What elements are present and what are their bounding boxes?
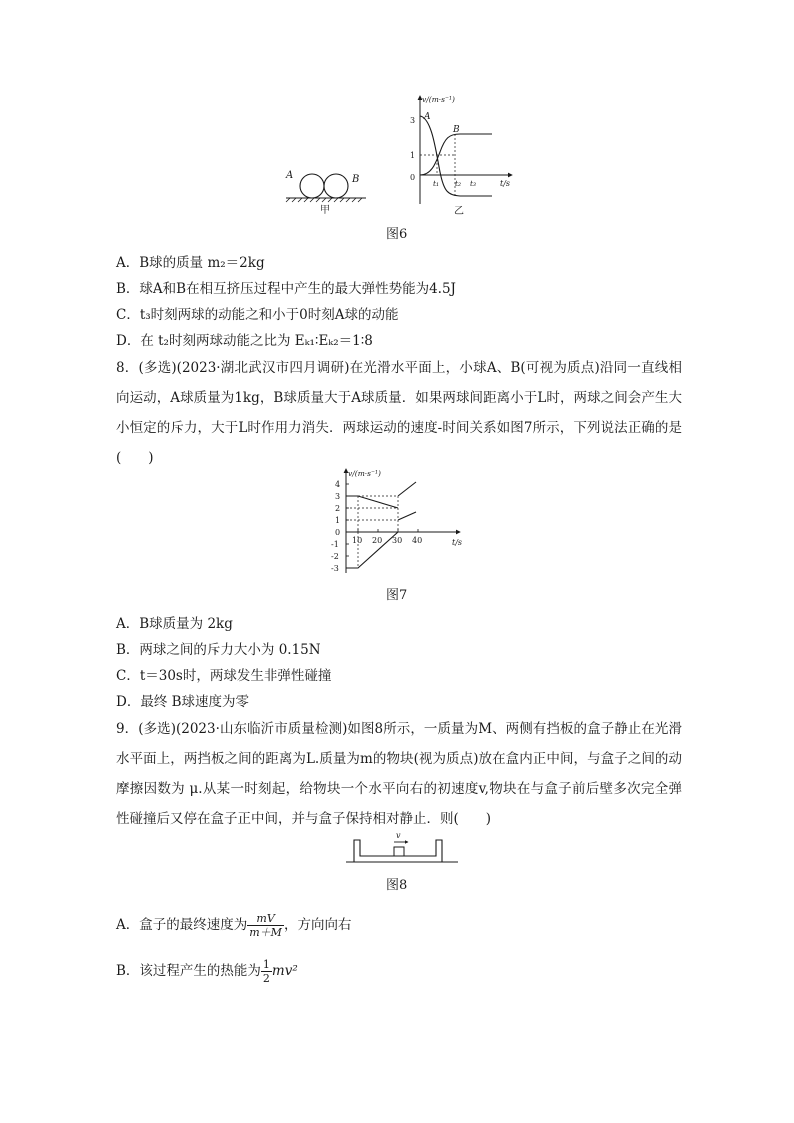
y-tick-4: 4 xyxy=(335,480,341,489)
figure-6-sublabel-jia: 甲 xyxy=(320,205,330,216)
y-tick-neg2: -2 xyxy=(331,552,339,561)
x-axis-label: t/s xyxy=(452,538,463,547)
x-tick-t1: t₁ xyxy=(433,179,440,188)
figure-6-left-balls xyxy=(280,160,370,216)
x-tick-20: 20 xyxy=(372,536,383,545)
x-tick-10: 10 xyxy=(352,536,363,545)
fraction-numerator: mV xyxy=(247,912,284,926)
fraction-denominator: 2 xyxy=(262,972,270,985)
q9-stem: 9．(多选)(2023·山东临沂市质量检测)如图8所示，一质量为M、两侧有挡板的盒子静止在光滑水平面上，两挡板之间的距离为L.质量为m的物块(视为质点)放在盒内正中间，与盒子之间的动摩擦因数为 μ.从某一时刻起，给物块一个水平向右的初速度v,物块在与盒子前后壁多次完全弹性碰撞后又停在盒子正中间，并与盒子保持相对静止．则( ) xyxy=(116,721,682,827)
q9-option-b-suffix: mv² xyxy=(271,963,298,979)
y-tick-3: 3 xyxy=(335,492,341,501)
figure-8-box-diagram xyxy=(346,828,458,866)
figure-7-caption: 图7 xyxy=(386,588,408,603)
y-tick-1: 1 xyxy=(335,516,341,525)
y-tick-0: 0 xyxy=(410,173,416,182)
figure-6-sublabel-yi: 乙 xyxy=(454,206,464,217)
x-axis-label: t/s xyxy=(500,179,511,188)
y-tick-neg3: -3 xyxy=(331,564,339,573)
y-tick-0: 0 xyxy=(335,528,341,537)
q9-option-a-fraction xyxy=(247,912,284,939)
curve-a-label: A xyxy=(424,112,431,122)
curve-b-label: B xyxy=(453,125,460,135)
q9-option-b-fraction xyxy=(261,958,272,985)
q9-option-a-prefix: A．盒子的最终速度为 xyxy=(116,917,248,933)
ball-b xyxy=(324,174,348,198)
y-axis-label: v/(m·s⁻¹) xyxy=(422,95,455,104)
y-axis-label: v/(m·s⁻¹) xyxy=(348,469,381,478)
box-outline xyxy=(354,840,442,862)
curve-b xyxy=(420,134,492,175)
q8-option-b: B．两球之间的斥力大小为 0.15N xyxy=(116,642,321,658)
line-after-collision-upper xyxy=(398,482,416,496)
block xyxy=(394,847,404,856)
q9-option-a-suffix: ，方向向右 xyxy=(283,917,352,933)
q8-stem: 8．(多选)(2023·湖北武汉市四月调研)在光滑水平面上，小球A、B(可视为质点)沿同一直线相向运动，A球质量为1kg，B球质量大于A球质量．如果两球间距离小于L时，两球之间会产生大小恒定的斥力，大于L时作用力消失．两球运动的速度-时间关系如图7所示，下列说法正确的是( ) xyxy=(116,360,682,466)
y-tick-neg1: -1 xyxy=(331,540,339,549)
velocity-label: v xyxy=(396,831,401,840)
x-tick-t3: t₃ xyxy=(470,179,477,188)
ball-b-label: B xyxy=(352,174,360,185)
q7-option-c: C．t₃时刻两球的动能之和小于0时刻A球的动能 xyxy=(116,307,399,323)
q8-option-d: D．最终 B球速度为零 xyxy=(116,694,250,710)
x-tick-30: 30 xyxy=(392,536,403,545)
q7-option-a: A．B球的质量 m₂＝2kg xyxy=(116,255,265,271)
line-a xyxy=(346,496,398,508)
q8-option-a: A．B球质量为 2kg xyxy=(116,616,233,632)
y-tick-2: 2 xyxy=(335,504,341,513)
q9-option-a xyxy=(116,910,351,940)
fraction-numerator: 1 xyxy=(262,958,270,971)
ball-a xyxy=(300,174,324,198)
q7-option-d: D．在 t₂时刻两球动能之比为 Eₖ₁∶Eₖ₂＝1∶8 xyxy=(116,333,373,349)
q9-option-b xyxy=(116,956,298,986)
line-after-collision-lower xyxy=(398,512,416,520)
figure-7-vt-graph xyxy=(320,465,470,577)
fraction-denominator: m＋M xyxy=(249,926,282,939)
q8-option-c: C．t＝30s时，两球发生非弹性碰撞 xyxy=(116,668,332,684)
figure-8-caption: 图8 xyxy=(386,878,408,893)
ball-a-label: A xyxy=(286,170,294,181)
q9-option-b-prefix: B．该过程产生的热能为 xyxy=(116,963,261,979)
y-tick-3: 3 xyxy=(410,116,416,125)
q7-option-b: B．球A和B在相互挤压过程中产生的最大弹性势能为4.5J xyxy=(116,281,456,297)
figure-6-right-vt-graph xyxy=(380,92,520,218)
x-tick-40: 40 xyxy=(412,536,423,545)
y-tick-1: 1 xyxy=(410,151,416,160)
ground-hatch xyxy=(286,198,366,202)
figure-6-caption: 图6 xyxy=(386,227,408,242)
x-tick-t2: t₂ xyxy=(455,179,462,188)
